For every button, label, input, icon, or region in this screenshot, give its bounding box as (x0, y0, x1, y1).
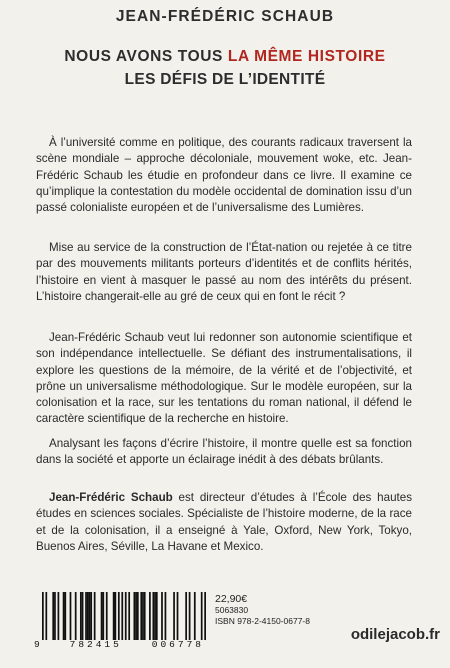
barcode-bar (102, 592, 104, 640)
barcode-bar (135, 592, 137, 640)
title-part-2: LA MÊME HISTOIRE (227, 48, 386, 65)
author-bio-name: Jean-Frédéric Schaub (49, 491, 173, 504)
publisher-website: odilejacob.fr (350, 626, 440, 643)
book-subtitle: LES DÉFIS DE L’IDENTITÉ (124, 71, 326, 88)
barcode-bar (121, 592, 123, 640)
barcode-bar (115, 592, 117, 640)
barcode-bar (149, 592, 151, 640)
blurb-paragraph-3: Jean-Frédéric Schaub veut lui redonner son autonomie scientifique et son indépendance intellectuelle. Se défiant des instrumentalisations, il explore les questions de la mémoire, de la vérité et de l’objectivité, et prône un universalisme méthodologique. Sur le modèle européen, sur la colonisation et la race, sur les tentations du roman national, il défend le caractère scientifique de la recherche en histoire. (36, 331, 412, 426)
blurb-paragraph-1: À l’université comme en politique, des courants radicaux traversent la scène mondiale – approche décoloniale, mouvement woke, etc. Jean-Frédéric Schaub les étudie en profondeur dans ce livre. Il examine ce qu’implique la contestation du modèle occidental de domination issu d’un passé colonialiste européen et de l’universalisme des Lumières. (36, 136, 412, 215)
barcode-bar (201, 592, 203, 640)
barcode-bar (204, 592, 206, 640)
barcode-bar (173, 592, 175, 640)
barcode-bar (58, 592, 60, 640)
barcode-bar (125, 592, 127, 640)
author-name: JEAN-FRÉDÉRIC SCHAUB (115, 8, 335, 25)
barcode-bar (64, 592, 66, 640)
barcode-bar (165, 592, 167, 640)
price-block (215, 594, 310, 627)
barcode-bar (140, 592, 142, 640)
barcode-bar (94, 592, 96, 640)
barcode-bar (137, 592, 139, 640)
barcode-bar (80, 592, 82, 640)
barcode-bar (90, 592, 92, 640)
barcode-bar (54, 592, 56, 640)
barcode-digit-first: 9 (34, 639, 40, 650)
barcode-bar (185, 592, 187, 640)
barcode-bar (156, 592, 158, 640)
barcode-bar (194, 592, 196, 640)
barcode-bar (63, 592, 65, 640)
blurb-paragraph-2: Mise au service de la construction de l’État-nation ou rejetée à ce titre par des mouvements militants porteurs d’identités et de conflits hérités, l’histoire en vient à masquer le passé au nom des intérêts du présent. L’histoire changerait-elle au gré de ceux qui en font le récit ? (36, 241, 412, 303)
barcode-digits (34, 639, 210, 650)
barcode-bar (45, 592, 47, 640)
barcode-bar (142, 592, 144, 640)
barcode-bar (42, 592, 44, 640)
barcode-bar (101, 592, 103, 640)
barcode-bar (177, 592, 179, 640)
barcode-bar (133, 592, 135, 640)
author-bio (36, 490, 412, 555)
barcode-bar (106, 592, 108, 640)
barcode-bar (128, 592, 130, 640)
barcode-bars (42, 592, 206, 640)
barcode-bar (144, 592, 146, 640)
isbn-text: ISBN 978-2-4150-0677-8 (215, 616, 310, 626)
barcode-bar (85, 592, 87, 640)
title-part-1: NOUS AVONS TOUS (64, 48, 228, 65)
barcode-bar (161, 592, 163, 640)
blurb-paragraph-4: Analysant les façons d’écrire l’histoire, il montre quelle est sa fonction dans la société et apporte un éclairage inédit à des débats brûlants. (36, 437, 412, 467)
barcode-bar (113, 592, 115, 640)
barcode-bar (70, 592, 72, 640)
barcode-digits-right: 006778 (151, 639, 204, 650)
barcode-bar (82, 592, 84, 640)
barcode-bar (189, 592, 191, 640)
isbn-barcode (34, 590, 210, 656)
barcode-digits-left: 782415 (69, 639, 122, 650)
price: 22,90€ (215, 593, 248, 605)
barcode-bar (152, 592, 154, 640)
barcode-bar (118, 592, 120, 640)
book-title (0, 48, 450, 66)
author-bio-text: est directeur d’études à l’École des hautes études en sciences sociales. Spécialiste de l’histoire moderne, de la race et de la colonisation, il a enseigné à Yale, Oxford, New York, Tokyo, Buenos Aires, Séville, La Havane et Mexico. (36, 491, 412, 553)
barcode-bar (87, 592, 89, 640)
barcode-bar (154, 592, 156, 640)
barcode-bar (52, 592, 54, 640)
barcode-bar (75, 592, 77, 640)
product-code: 5063830 (215, 605, 249, 615)
barcode-bar (89, 592, 91, 640)
